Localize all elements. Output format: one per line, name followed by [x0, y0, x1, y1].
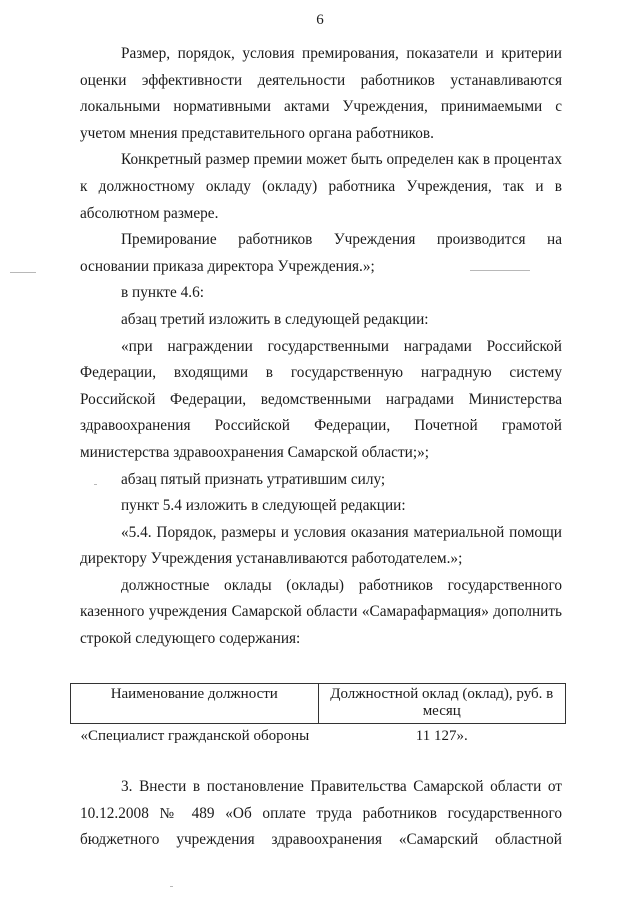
paragraph-awards: «при награждении государственными наградами Российской Федерации, входящими в государственную наградную систему Российской Федерации, ведомственными наградами Министерства здравоохранения Российской Федерации, Почетной грамотой министерства здравоохранения Самарской области;»;: [80, 337, 562, 461]
table-cell-salary: 11 127».: [415, 728, 468, 744]
scan-speck: [470, 270, 530, 271]
table-header-row: [71, 684, 566, 724]
scan-speck: [94, 484, 97, 485]
paragraph-third-abzac: абзац третий изложить в следующей редакции:: [121, 310, 429, 328]
table-cell-position: «Специалист гражданской обороны: [80, 728, 310, 744]
paragraph-point-4-6: в пункте 4.6:: [121, 284, 204, 302]
paragraph-salaries-addition: должностные оклады (оклады) работников государственного казенного учреждения Самарской области «Самарафармация» дополнить строкой следующего содержания:: [80, 576, 562, 648]
paragraph-material-help: «5.4. Порядок, размеры и условия оказания материальной помощи директору Учреждения устанавливаются работодателем.»;: [80, 523, 562, 568]
salary-table: [70, 683, 566, 745]
paragraph-point-5-4: пункт 5.4 изложить в следующей редакции:: [121, 497, 406, 515]
paragraph-premium-rules: Размер, порядок, условия премирования, показатели и критерии оценки эффективности деятельности работников устанавливаются локальными нормативными актами Учреждения, принимаемыми с учетом мнения представительного органа работников.: [80, 45, 562, 142]
table-header-salary: Должностной оклад (оклад), руб. в месяц: [318, 684, 566, 724]
page-number: 6: [316, 12, 324, 28]
scan-speck: [10, 272, 36, 273]
paragraph-item-3: 3. Внести в постановление Правительства Самарской области от 10.12.2008 № 489 «Об оплате труда работников государственного бюджетного учреждения здравоохранения «Самарский областной: [80, 778, 562, 849]
item-3-text: [80, 774, 562, 854]
body-text: [80, 41, 562, 653]
paragraph-premium-amount: Конкретный размер премии может быть определен как в процентах к должностному окладу (окладу) работника Учреждения, так и в абсолютном размере.: [80, 151, 562, 222]
paragraph-fifth-abzac: абзац пятый признать утратившим силу;: [121, 470, 386, 488]
table-header-position: Наименование должности: [71, 684, 319, 724]
paragraph-premium-order: Премирование работников Учреждения производится на основании приказа директора Учреждения.»;: [80, 231, 562, 275]
scan-speck: [170, 886, 173, 887]
table-row: [71, 724, 566, 746]
